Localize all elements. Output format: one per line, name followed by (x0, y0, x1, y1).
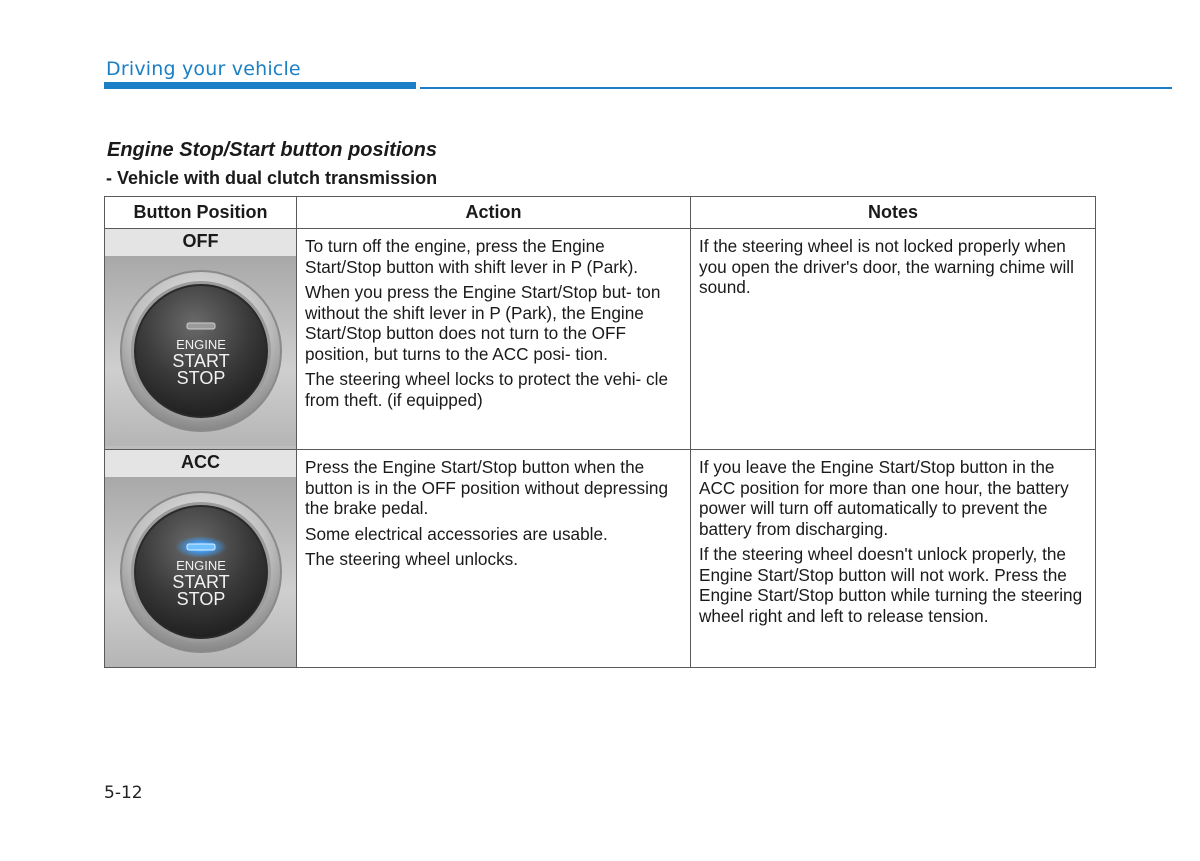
engine-button-image (105, 477, 296, 667)
table-header-row (105, 197, 1096, 229)
position-label: ACC (105, 450, 296, 477)
button-text-engine: ENGINE (175, 337, 226, 352)
button-text-engine: ENGINE (175, 558, 226, 573)
action-paragraph: The steering wheel locks to protect the vehi- cle from theft. (if equipped) (305, 369, 669, 410)
engine-button-image (105, 256, 296, 446)
table-row (105, 450, 1096, 668)
button-positions-table (104, 196, 1096, 668)
column-header: Notes (691, 197, 1096, 229)
header-rule-thick (104, 82, 416, 89)
action-cell (297, 229, 691, 450)
button-text-start: START (171, 351, 230, 371)
notes-cell (691, 450, 1096, 668)
button-position-cell (105, 229, 297, 450)
notes-paragraph: If the steering wheel doesn't unlock properly, the Engine Start/Stop button will not work. Press the Engine Start/Stop button while turning the steering wheel right and left to release tension. (699, 544, 1083, 626)
button-text-start: START (171, 572, 230, 592)
action-cell (297, 450, 691, 668)
button-text-stop: STOP (176, 368, 225, 388)
action-paragraph: When you press the Engine Start/Stop but- ton without the shift lever in P (Park), the Engine Start/Stop button does not turn to the OFF position, but turns to the ACC posi- tion. (305, 282, 661, 364)
section-title: Driving your vehicle (106, 58, 301, 80)
table-row (105, 229, 1096, 450)
button-position-cell (105, 450, 297, 668)
indicator-light-lit (187, 544, 215, 550)
notes-paragraph: If you leave the Engine Start/Stop button in the ACC position for more than one hour, the battery power will turn off automatically to prevent the battery from discharging. (699, 457, 1069, 539)
page-number: 5-12 (104, 783, 143, 803)
action-paragraph: The steering wheel unlocks. (305, 549, 519, 569)
indicator-light-off (187, 323, 215, 329)
position-label: OFF (105, 229, 296, 256)
page-subheading: - Vehicle with dual clutch transmission (106, 168, 438, 188)
action-paragraph: Some electrical accessories are usable. (305, 523, 608, 544)
button-text-stop: STOP (176, 589, 225, 609)
page-heading: Engine Stop/Start button positions (107, 139, 437, 161)
action-paragraph: To turn off the engine, press the Engine Start/Stop button with shift lever in P (Park). (305, 236, 639, 277)
header-rule-thin (420, 87, 1172, 89)
column-header: Action (297, 197, 691, 229)
notes-paragraph: If the steering wheel is not locked properly when you open the driver's door, the warning chime will sound. (699, 236, 1074, 297)
engine-start-stop-button-icon (117, 267, 285, 435)
notes-cell (691, 229, 1096, 450)
column-header: Button Position (105, 197, 297, 229)
action-paragraph: Press the Engine Start/Stop button when the button is in the OFF position without depressing the brake pedal. (305, 457, 669, 518)
engine-start-stop-button-icon (117, 488, 285, 656)
